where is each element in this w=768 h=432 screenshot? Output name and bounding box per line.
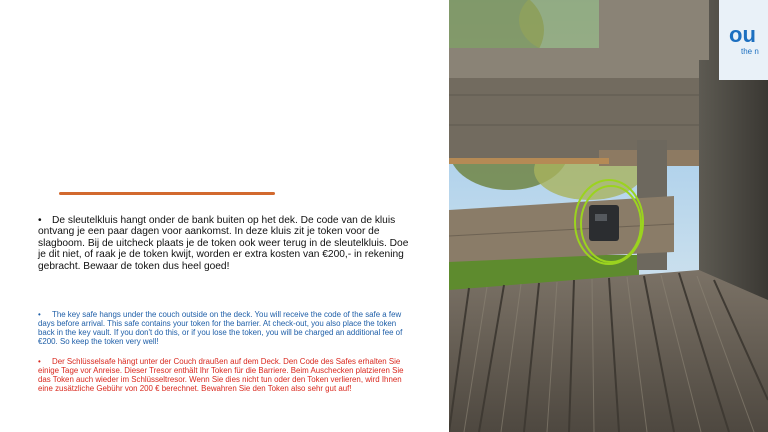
key-safe-box: [589, 205, 619, 241]
english-instruction-text: The key safe hangs under the couch outside on the deck. You will receive the code of the safe a few days before arrival. This safe contains your token for the barrier. At check-out, you also place the token back in the key vault. If you don't do this, or if you lose the token, you will be charged an additional fee of €200. So keep the token very well!: [38, 310, 403, 346]
upper-wooden-beams: [449, 48, 719, 166]
english-instruction-bullet: [38, 311, 410, 347]
dutch-instruction-bullet: [38, 215, 410, 272]
sign-text: ou: [729, 22, 756, 47]
german-instruction-bullet: [38, 358, 418, 394]
orange-divider-line: [59, 192, 275, 195]
bullet-marker: •: [38, 357, 41, 366]
roof-beam: [599, 0, 709, 60]
bullet-marker: •: [38, 310, 41, 319]
german-instruction-text: Der Schlüsselsafe hängt unter der Couch draußen auf dem Deck. Den Code des Safes erhalten Sie einige Tage vor Anreise. Dieser Tresor enthält Ihr Token für die Barriere. Beim Auschecken platzieren Sie das Token auch wieder im Schlüsseltresor. Wenn Sie dies nicht tun oder den Token verlieren, wird Ihnen eine zusätzliche Gebühr von 200 € berechnet. Bewahren Sie den Token also sehr gut auf!: [38, 357, 404, 393]
key-safe-photo: [449, 0, 768, 432]
dutch-instruction-text: De sleutelkluis hangt onder de bank buiten op het dek. De code van de kluis ontvang je een paar dagen voor aankomst. In deze kluis zit je token voor de slagboom. Bij de uitcheck plaats je de token ook weer terug in de sleutelkluis. Doe je dit niet, of raak je de token kwijt, worden er extra kosten van €200,- in rekening gebracht. Bewaar de token dus heel goed!: [38, 215, 409, 272]
bullet-marker: •: [38, 215, 42, 226]
sign-subtext: the n: [741, 47, 759, 56]
key-safe-keypad: [595, 214, 607, 221]
wooden-deck: [449, 270, 768, 432]
